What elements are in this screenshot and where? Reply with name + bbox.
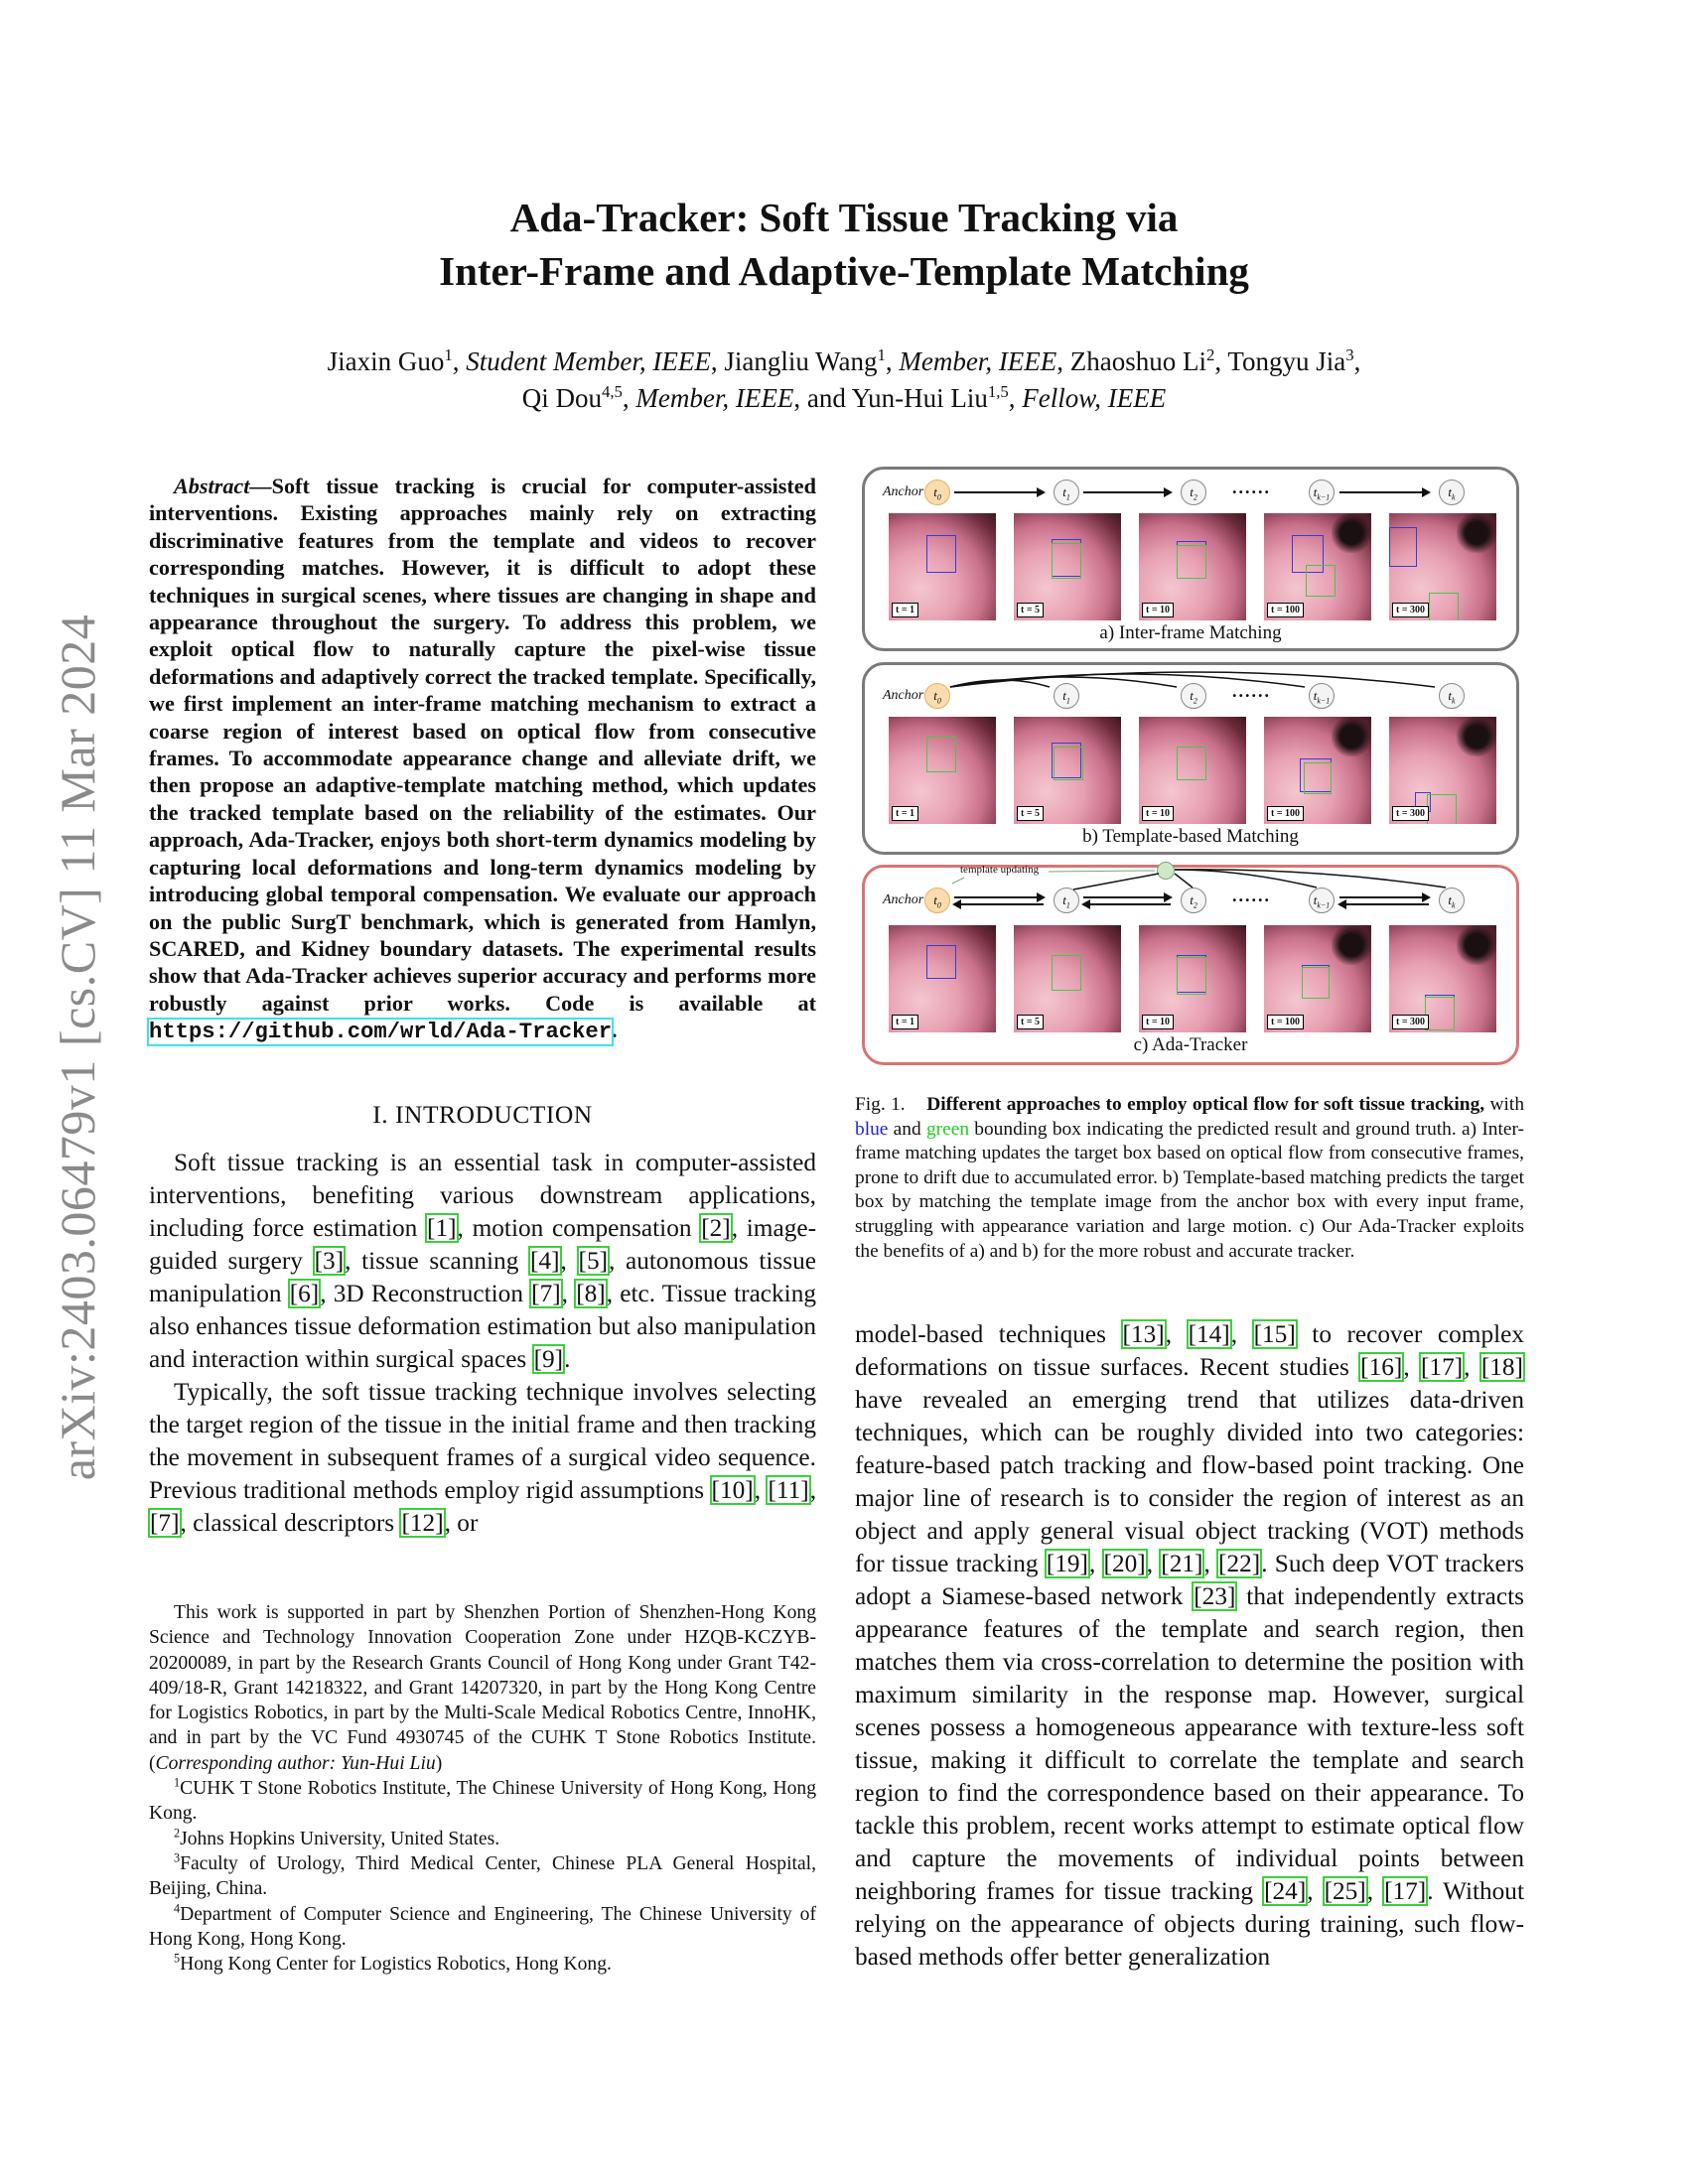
affil-sup: 4,5 — [602, 382, 623, 401]
author: Yun-Hui Liu — [851, 383, 988, 413]
citation-link[interactable]: [19] — [1046, 1550, 1088, 1577]
citation-link[interactable]: [23] — [1194, 1582, 1236, 1610]
author-role: Member, IEEE — [635, 383, 794, 413]
ground-truth-box — [926, 737, 956, 772]
citation-link[interactable]: [15] — [1253, 1320, 1296, 1348]
panel-caption: a) Inter-frame Matching — [1099, 622, 1282, 643]
time-node: $t_0$ — [924, 887, 950, 913]
ground-truth-box — [1052, 955, 1081, 991]
frame-time-label: t = 5 — [1017, 806, 1044, 821]
affil-sup: 4 — [174, 1901, 181, 1916]
citation-link[interactable]: [24] — [1264, 1877, 1307, 1905]
frame-time-label: t = 100 — [1267, 806, 1304, 821]
caption-blue-word: blue — [855, 1118, 889, 1140]
citation-link[interactable]: [10] — [711, 1476, 754, 1504]
citation-link[interactable]: [1] — [427, 1214, 457, 1242]
surgical-frame-image — [1014, 925, 1121, 1032]
text-run: Soft tissue tracking is an essential task in computer-assisted interventions, benefiting various downstream applications, including force estimation — [149, 1149, 816, 1242]
text-run: , — [754, 1476, 768, 1504]
surgical-frame-image — [1014, 513, 1121, 620]
citation-link[interactable]: [25] — [1324, 1877, 1366, 1905]
text-run: . Without relying on the appearance of objects during training, such flow-based methods offer better generalization — [855, 1877, 1524, 1971]
ground-truth-box — [1052, 543, 1081, 579]
predicted-box — [1389, 527, 1417, 567]
author: Jiangliu Wang — [724, 346, 878, 376]
time-node: $t_1$ — [1054, 887, 1079, 913]
affil-sup: 1 — [174, 1775, 181, 1790]
affiliation — [149, 1952, 816, 1977]
citation-link[interactable]: [7] — [150, 1509, 180, 1537]
citation-link[interactable]: [16] — [1360, 1353, 1403, 1381]
panel-caption: c) Ada-Tracker — [1133, 1034, 1248, 1055]
ellipsis: ...... — [1232, 886, 1271, 905]
surgical-frame-image — [889, 925, 996, 1032]
citation-link[interactable]: [21] — [1161, 1550, 1203, 1577]
time-node: $t_0$ — [924, 683, 950, 709]
affil-text: CUHK T Stone Robotics Institute, The Chinese University of Hong Kong, Hong Kong. — [149, 1778, 816, 1825]
corresponding-author: Corresponding author: Yun-Hui Liu — [155, 1752, 436, 1774]
paren: ) — [435, 1752, 443, 1774]
affil-text: Faculty of Urology, Third Medical Center, Chinese PLA General Hospital, Beijing, China. — [149, 1852, 816, 1900]
citation-link[interactable]: [14] — [1188, 1320, 1230, 1348]
affil-sup: 2 — [174, 1826, 181, 1841]
surgical-frame-image — [889, 513, 996, 620]
affiliation — [149, 1902, 816, 1953]
text-run: , — [1203, 1550, 1218, 1577]
surgical-frame-image — [889, 717, 996, 824]
affil-text: Hong Kong Center for Logistics Robotics, Hong Kong. — [180, 1954, 612, 1976]
panel-caption: b) Template-based Matching — [1082, 826, 1299, 847]
right-column-body — [855, 1318, 1524, 1974]
author: Tongyu Jia — [1227, 346, 1346, 376]
caption-green-word: green — [925, 1118, 970, 1140]
surgical-frame-image — [1389, 717, 1496, 824]
instrument-shadow — [1457, 925, 1496, 965]
frame-time-label: t = 300 — [1392, 806, 1429, 821]
time-node: $t_0$ — [924, 479, 950, 505]
anchor-label: Anchor — [883, 892, 924, 907]
ground-truth-box — [1429, 593, 1459, 620]
citation-link[interactable]: [11] — [768, 1476, 809, 1504]
instrument-shadow — [1332, 925, 1371, 965]
citation-link[interactable]: [4] — [530, 1247, 560, 1275]
ground-truth-box — [1425, 997, 1455, 1030]
time-node: $t_{k-1}$ — [1309, 683, 1335, 709]
citation-link[interactable]: [18] — [1480, 1353, 1523, 1381]
paragraph — [855, 1318, 1524, 1974]
time-node: $t_2$ — [1181, 479, 1206, 505]
figure-caption — [855, 1093, 1524, 1264]
predicted-box — [926, 535, 956, 573]
text-run: , — [1307, 1877, 1324, 1905]
surgical-frame-image — [1264, 717, 1371, 824]
figure-panel — [862, 865, 1519, 1065]
caption-text: with — [1484, 1094, 1525, 1115]
affil-text: Department of Computer Science and Engineering, The Chinese University of Hong Kong, Hong Kong. — [149, 1903, 816, 1950]
citation-link[interactable]: [20] — [1103, 1550, 1146, 1577]
text-run: to recover complex deformations on tissue surfaces. Recent studies — [855, 1320, 1524, 1381]
frame-time-label: t = 1 — [892, 603, 918, 617]
citation-link[interactable]: [5] — [578, 1247, 609, 1275]
text-run: have revealed an emerging trend that utilizes data-driven techniques, which can be roughly divided into two categories: feature-based patch tracking and flow-based point tracking. One major line of research is to consider the region of interest as an object and apply general visual object tracking (VOT) methods for tissue tracking — [855, 1386, 1524, 1577]
affil-sup: 3 — [1345, 345, 1354, 364]
ground-truth-box — [1304, 762, 1332, 794]
text-run: Typically, the soft tissue tracking technique involves selecting the target region of the tissue in the initial frame and then tracking the movement in subsequent frames of a surgical video sequence. Previous traditional methods employ rigid assumptions — [149, 1378, 816, 1504]
affiliation — [149, 1851, 816, 1902]
title-line-2: Inter-Frame and Adaptive-Template Matching — [439, 248, 1249, 294]
text-run: , — [1165, 1320, 1188, 1348]
surgical-frame-image — [1139, 513, 1246, 620]
anchor-label: Anchor — [883, 484, 924, 499]
text-run: , autonomous tissue manipulation — [149, 1247, 816, 1307]
abstract-label: Abstract — [174, 474, 250, 498]
text-run: , tissue scanning — [345, 1247, 530, 1275]
text-run: , — [1146, 1550, 1161, 1577]
ground-truth-box — [1427, 794, 1457, 824]
text-run: . — [564, 1345, 571, 1373]
flow-arrow — [954, 491, 1044, 493]
author: Qi Dou — [521, 383, 602, 413]
text-run: , etc. Tissue tracking also enhances tissue deformation estimation but also manipulation and interaction within surgical spaces — [149, 1280, 817, 1373]
time-node: $t_2$ — [1181, 887, 1206, 913]
text-run: , — [1403, 1353, 1420, 1381]
anchor-label: Anchor — [883, 688, 924, 703]
author-role: Fellow, IEEE — [1022, 383, 1167, 413]
affiliation — [149, 1827, 816, 1851]
instrument-shadow — [1332, 717, 1371, 756]
frame-time-label: t = 10 — [1142, 1015, 1174, 1029]
surgical-frame-image — [1264, 513, 1371, 620]
citation-link[interactable]: [9] — [533, 1345, 564, 1373]
title-line-1: Ada-Tracker: Soft Tissue Tracking via — [509, 195, 1179, 240]
citation-link[interactable]: [7] — [531, 1280, 561, 1307]
frame-time-label: t = 100 — [1267, 603, 1304, 617]
text-run: , image-guided surgery — [149, 1214, 816, 1275]
citation-link[interactable]: [12] — [401, 1509, 444, 1537]
caption-title: Different approaches to employ optical flow for soft tissue tracking, — [926, 1094, 1485, 1115]
surgical-frame-image — [1139, 717, 1246, 824]
frame-time-label: t = 10 — [1142, 603, 1174, 617]
text-run: , classical descriptors — [180, 1509, 401, 1537]
time-node: $t_{k-1}$ — [1309, 887, 1335, 913]
time-node: $t_1$ — [1054, 683, 1079, 709]
caption-text: and — [888, 1118, 926, 1140]
paper-title — [0, 191, 1688, 298]
citation-link[interactable]: [13] — [1122, 1320, 1165, 1348]
flow-arrow — [1083, 491, 1171, 493]
template-arrows — [865, 665, 1522, 705]
frame-time-label: t = 10 — [1142, 806, 1174, 821]
section-heading-introduction: I. INTRODUCTION — [372, 1100, 593, 1129]
surgical-frame-image — [1389, 513, 1496, 620]
affil-sup: 3 — [174, 1850, 181, 1865]
abstract-body: Soft tissue tracking is crucial for computer-assisted interventions. Existing approaches mainly rely on extracting discriminative features from the template and videos to recover corresponding matches. However, it is difficult to adopt these techniques in surgical scenes, where tissues are changing in shape and appearance throughout the surgery. To address this problem, we exploit optical flow to naturally capture the pixel-wise tissue deformations and adaptively correct the tracked template. Specifically, we first implement an inter-frame matching mechanism to extract a coarse region of interest based on optical flow from consecutive frames. To accommodate appearance change and alleviate drift, we then propose an adaptive-template matching method, which updates the tracked template based on the reliability of the estimates. Our approach, Ada-Tracker, enjoys both short-term dynamics modeling by capturing local deformations and long-term dynamics modeling by introducing global temporal compensation. We evaluate our approach on the public SurgT benchmark, which is generated from Hamlyn, SCARED, and Kidney boundary datasets. The experimental results show that Ada-Tracker achieves superior accuracy and performs more robustly against prior works. Code is available at — [149, 474, 816, 1016]
citation-link[interactable]: [17] — [1384, 1877, 1427, 1905]
time-node: $t_{k-1}$ — [1309, 479, 1335, 505]
affil-sup: 1 — [877, 345, 886, 364]
paragraph — [149, 1376, 816, 1540]
abstract: Abstract—Soft tissue tracking is crucial for computer-assisted interventions. Existing approaches mainly rely on extracting discriminative features from the template and videos to recover corresponding matches. However, it is difficult to adopt these techniques in surgical scenes, where tissues are changing in shape and appearance throughout the surgery. To address this problem, we exploit optical flow to naturally capture the pixel-wise tissue deformations and adaptively correct the tracked template. Specifically, we first implement an inter-frame matching mechanism to extract a coarse region of interest based on optical flow from consecutive frames. To accommodate appearance change and alleviate drift, we then propose an adaptive-template matching method, which updates the tracked template based on the reliability of the estimates. Our approach, Ada-Tracker, enjoys both short-term dynamics modeling by capturing local deformations and long-term dynamics modeling by introducing global temporal compensation. We evaluate our approach on the public SurgT benchmark, which is generated from Hamlyn, SCARED, and Kidney boundary datasets. The experimental results show that Ada-Tracker achieves superior accuracy and performs more robustly against prior works. Code is available at https://github.com/wrld/Ada-Tracker. — [149, 474, 816, 1045]
caption-text: bounding box indicating the predicted result and ground truth. a) Inter-frame matching updates the target box based on optical flow from consecutive frames, prone to drift due to accumulated error. b) Template-based matching predicts the target box by matching the template image from the anchor box with every input frame, struggling with appearance variation and large motion. c) Our Ada-Tracker exploits the benefits of a) and b) for the more robust and accurate tracker. — [855, 1118, 1524, 1262]
figure-panel — [862, 662, 1519, 855]
surgical-frame-image — [1139, 925, 1246, 1032]
citation-link[interactable]: [22] — [1218, 1550, 1261, 1577]
text-run: that independently extracts appearance features of the template and search region, then matches them via cross-correlation to determine the position with maximum similarity in the response map. However, surgical scenes possess a homogeneous appearance with texture-less soft tissue, making it difficult to correlate the template and search region to find the correspondence based on their appearance. To tackle this problem, recent works attempt to estimate optical flow and capture the movements of individual points between neighboring frames for tissue tracking — [855, 1582, 1524, 1905]
instrument-shadow — [1332, 513, 1371, 553]
footnotes — [149, 1600, 816, 1977]
text-run: , — [560, 1247, 578, 1275]
ground-truth-box — [1302, 967, 1330, 999]
frame-time-label: t = 1 — [892, 806, 918, 821]
text-run: , — [809, 1476, 817, 1504]
instrument-shadow — [1457, 717, 1496, 756]
time-node: $t_2$ — [1181, 683, 1206, 709]
affil-sup: 5 — [174, 1951, 181, 1966]
left-column-body — [149, 1147, 816, 1540]
text-run: , or — [444, 1509, 479, 1537]
citation-link[interactable]: [3] — [314, 1247, 345, 1275]
update-arrows — [865, 868, 1522, 907]
arxiv-stamp: arXiv:2403.06479v1 [cs.CV] 11 Mar 2024 — [50, 614, 105, 1481]
affil-text: Johns Hopkins University, United States. — [180, 1828, 500, 1849]
text-run: . Such deep VOT trackers adopt a Siamese-based network — [855, 1550, 1525, 1610]
ground-truth-box — [1306, 565, 1336, 597]
frame-time-label: t = 300 — [1392, 1015, 1429, 1029]
citation-link[interactable]: [6] — [289, 1280, 320, 1307]
time-node: $t_k$ — [1439, 887, 1465, 913]
author: Zhaoshuo Li — [1069, 346, 1207, 376]
figure-1 — [862, 467, 1523, 1066]
ground-truth-box — [1054, 747, 1083, 780]
citation-link[interactable]: [2] — [701, 1214, 731, 1242]
ellipsis: ...... — [1232, 478, 1271, 497]
figure-panel — [862, 467, 1519, 651]
code-link[interactable]: https://github.com/wrld/Ada-Tracker — [149, 1020, 613, 1045]
ground-truth-box — [1177, 747, 1206, 780]
frame-time-label: t = 5 — [1017, 603, 1044, 617]
frame-time-label: t = 1 — [892, 1015, 918, 1029]
time-node: $t_k$ — [1439, 683, 1465, 709]
affil-sup: 1 — [444, 345, 453, 364]
author: Jiaxin Guo — [327, 346, 445, 376]
citation-link[interactable]: [8] — [576, 1280, 606, 1307]
instrument-shadow — [1457, 513, 1496, 553]
text-run: , — [1088, 1550, 1103, 1577]
author-role: Member, IEEE — [899, 346, 1057, 376]
funding-text: This work is supported in part by Shenzhen Portion of Shenzhen-Hong Kong Science and Technology Innovation Cooperation Zone under HZQB-KCZYB-20200089, in part by the Research Grants Council of Hong Kong under Grant T42-409/18-R, Grant 14218322, and Grant 14207320, in part by the Hong Kong Centre for Logistics Robotics, in part by the Multi-Scale Medical Robotics Centre, InnoHK, and in part by the VC Fund 4930745 of the CUHK T Stone Robotics Institute. ( — [149, 1602, 816, 1774]
text-run: , — [1230, 1320, 1253, 1348]
text-run: , motion compensation — [457, 1214, 701, 1242]
text-run: , — [1366, 1877, 1384, 1905]
frame-time-label: t = 5 — [1017, 1015, 1044, 1029]
predicted-box — [926, 945, 956, 979]
ground-truth-box — [1177, 957, 1206, 995]
ellipsis: ...... — [1232, 681, 1271, 701]
text-run: , 3D Reconstruction — [320, 1280, 531, 1307]
template-updating-label: template updating — [960, 864, 1040, 876]
paragraph — [149, 1147, 816, 1376]
affiliation — [149, 1776, 816, 1827]
funding-note — [149, 1600, 816, 1776]
affil-sup: 1,5 — [987, 382, 1009, 401]
time-node: $t_1$ — [1054, 479, 1079, 505]
frame-time-label: t = 100 — [1267, 1015, 1304, 1029]
author-role: Student Member, IEEE — [466, 346, 711, 376]
caption-label: Fig. 1. — [855, 1094, 906, 1115]
flow-arrow — [1339, 491, 1429, 493]
affil-sup: 2 — [1206, 345, 1215, 364]
text-run: , — [1464, 1353, 1480, 1381]
ground-truth-box — [1177, 545, 1206, 579]
frame-time-label: t = 300 — [1392, 603, 1429, 617]
surgical-frame-image — [1264, 925, 1371, 1032]
text-run: , — [561, 1280, 576, 1307]
surgical-frame-image — [1389, 925, 1496, 1032]
surgical-frame-image — [1014, 717, 1121, 824]
time-node: $t_k$ — [1439, 479, 1465, 505]
text-run: model-based techniques — [855, 1320, 1122, 1348]
citation-link[interactable]: [17] — [1421, 1353, 1464, 1381]
author-list: Jiaxin Guo$^1$, Student Member, IEEE, Jiangliu Wang$^1$, Member, IEEE, Zhaoshuo Li$^2$, Tongyu Jia$^3$, Qi Dou$^{4,5}$, Member, IEEE, and Yun-Hui Liu$^{1,5}$, Fellow, IEEE — [327, 345, 1361, 413]
